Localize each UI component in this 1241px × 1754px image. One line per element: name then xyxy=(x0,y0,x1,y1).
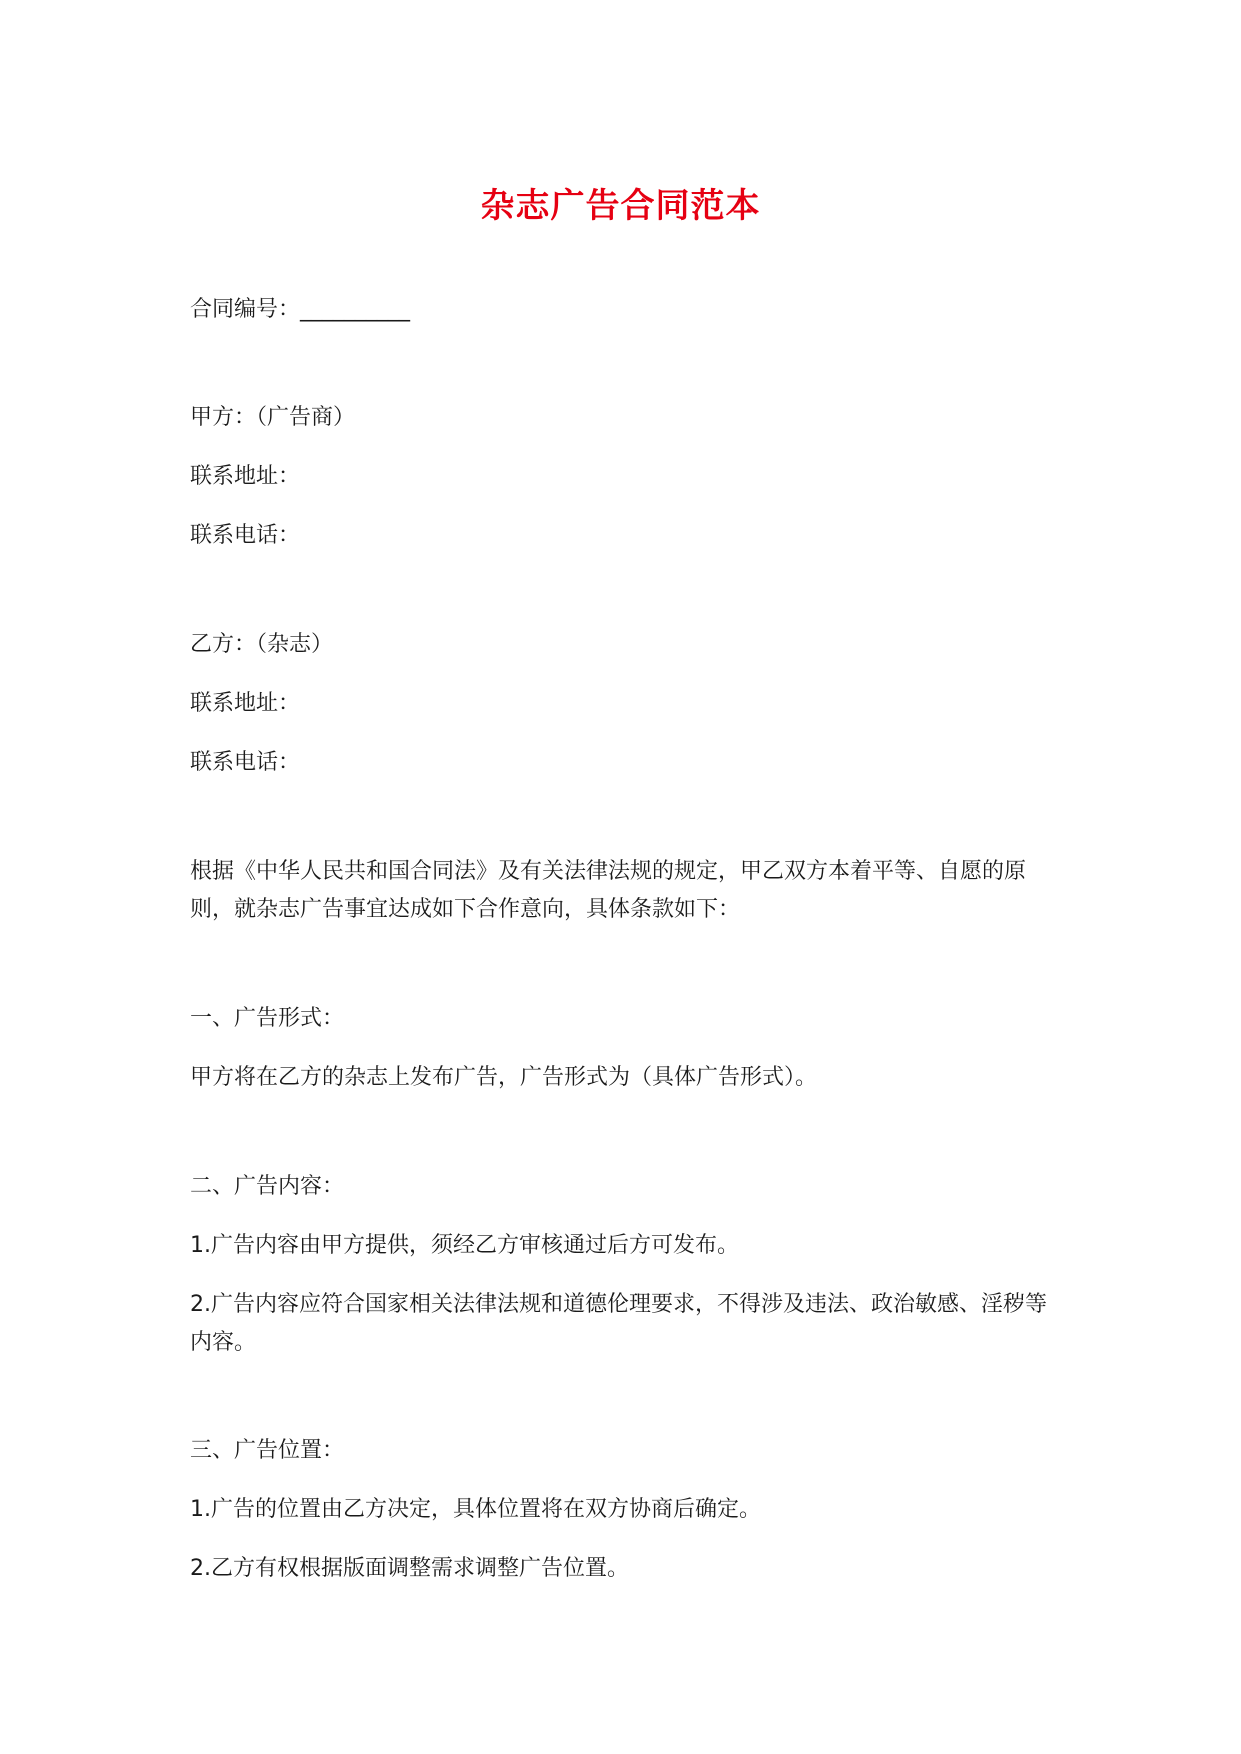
preamble-paragraph: 根据《中华人民共和国合同法》及有关法律法规的规定，甲乙双方本着平等、自愿的原则，就杂志广告事宜达成如下合作意向，具体条款如下： xyxy=(190,859,1027,922)
section-heading: 一、广告形式： xyxy=(190,1006,345,1031)
section-heading: 三、广告位置： xyxy=(190,1438,345,1463)
section-item: 1.广告内容由甲方提供，须经乙方审核通过后方可发布。 xyxy=(190,1233,739,1258)
party-b-address: 联系地址： xyxy=(190,691,301,716)
section-item: 2.乙方有权根据版面调整需求调整广告位置。 xyxy=(190,1556,629,1581)
section-item: 1.广告的位置由乙方决定，具体位置将在双方协商后确定。 xyxy=(190,1497,761,1522)
document-title: 杂志广告合同范本 xyxy=(480,186,761,226)
party-a-phone: 联系电话： xyxy=(190,523,301,548)
section-item: 2.广告内容应符合国家相关法律法规和道德伦理要求，不得涉及违法、政治敏感、淫秽等内容。 xyxy=(190,1292,1047,1355)
contract-number: 合同编号：__________ xyxy=(190,297,411,322)
party-a-address: 联系地址： xyxy=(190,464,301,489)
section-heading: 二、广告内容： xyxy=(190,1174,345,1199)
party-b-phone: 联系电话： xyxy=(190,750,301,775)
section-item: 甲方将在乙方的杂志上发布广告，广告形式为（具体广告形式）。 xyxy=(190,1065,818,1090)
party-b-label: 乙方：（杂志） xyxy=(190,632,334,657)
party-a-label: 甲方：（广告商） xyxy=(190,405,356,430)
